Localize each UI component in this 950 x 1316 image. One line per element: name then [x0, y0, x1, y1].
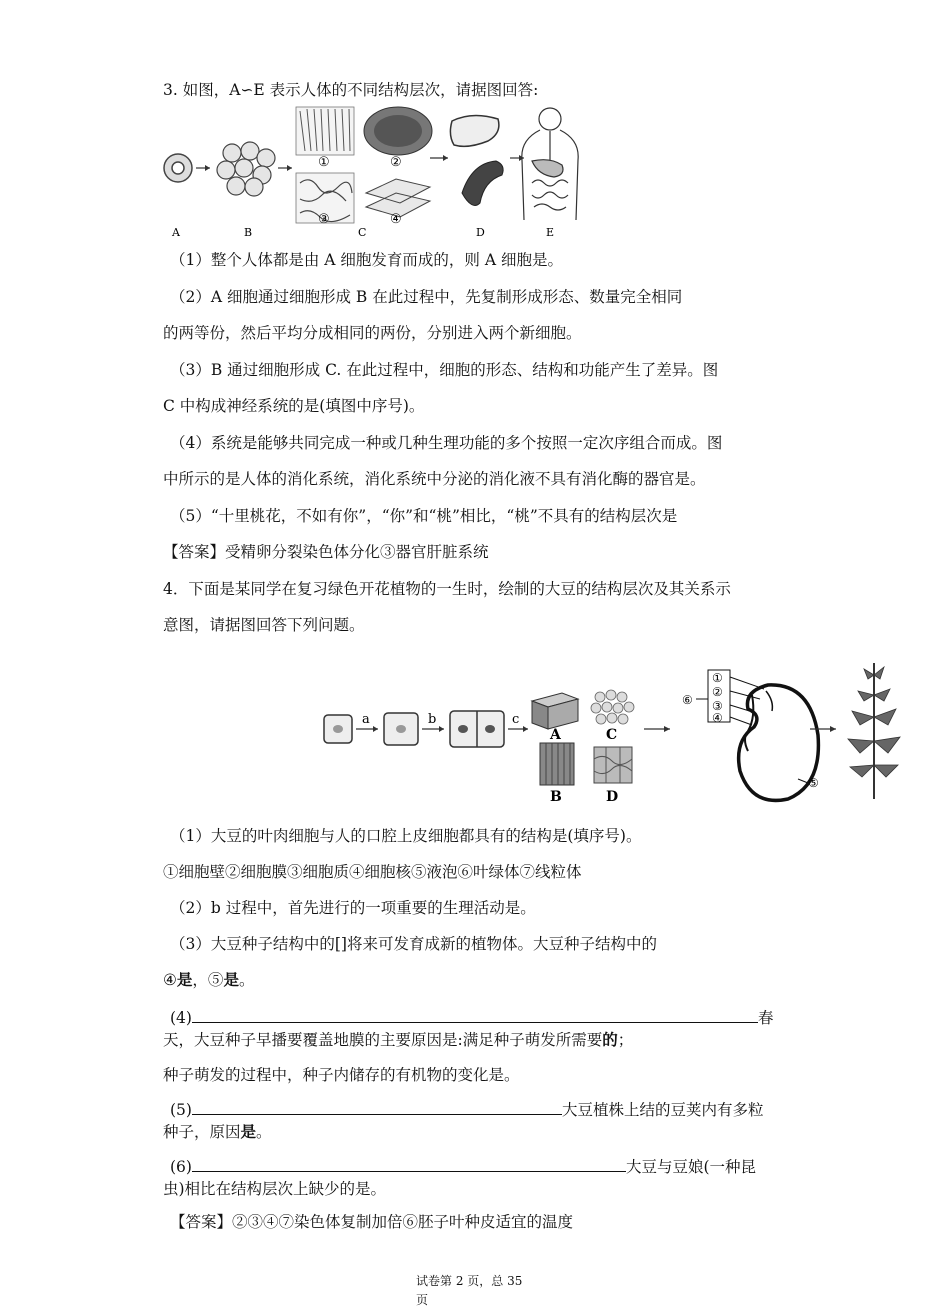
tissue-label-d: D: [606, 789, 619, 805]
process-label-a: a: [362, 712, 370, 727]
q4-part3-end: 。: [238, 971, 255, 989]
q4-part4-line1: [170, 1008, 773, 1028]
fig-label-a: A: [172, 226, 180, 239]
tissue-c-images: [296, 107, 432, 223]
tissue-label-c: C: [606, 727, 618, 743]
q4-answer: 【答案】②③④⑦染色体复制加倍⑥胚子叶种皮适宜的温度: [170, 1213, 574, 1231]
q4-part5-is: 是: [240, 1122, 257, 1141]
seed-part-3: ③: [712, 699, 723, 713]
fig-label-c: C: [358, 226, 367, 239]
q4-part6-end: 大豆与豆娘(一种昆: [625, 1158, 757, 1176]
q4-part4-blank[interactable]: [192, 1008, 758, 1023]
q4-part4-end: 春: [757, 1009, 774, 1027]
q4-part5-end: 大豆植株上结的豆荚内有多粒: [561, 1101, 764, 1119]
q4-part2: （2）b 过程中，首先进行的一项重要的生理活动是。: [170, 899, 536, 917]
q4-part5-text: 种子，原因: [163, 1123, 241, 1141]
q4-part4-text: 天，大豆种子早播要覆盖地膜的主要原因是:满足种子萌发所需要: [163, 1031, 603, 1049]
digestive-system-e-image: [522, 108, 578, 220]
q4-part5-line1: [170, 1100, 763, 1120]
fig-label-d: D: [476, 226, 485, 239]
q4-part4-line2: [163, 1030, 633, 1050]
growing-cell-image: [384, 713, 418, 745]
q3-part1: （1）整个人体都是由 A 细胞发育而成的，则 A 细胞是。: [170, 251, 563, 269]
q4-part5-period: 。: [256, 1123, 272, 1141]
q4-part6-num: (6): [170, 1158, 192, 1176]
q3-part3-line1: （3）B 通过细胞形成 C. 在此过程中，细胞的形态、结构和功能产生了差异。图: [170, 361, 719, 379]
tissue-a-image: [532, 693, 578, 729]
q4-part3-num5: ，⑤: [192, 971, 224, 989]
cell-a-image: [164, 154, 192, 182]
q4-part3-is-2: 是: [223, 970, 239, 989]
seed-part-6: ⑥: [682, 693, 693, 707]
q3-part4-line2: 中所示的是人体的消化系统，消化系统中分泌的消化液不具有消化酶的器官是。: [163, 470, 706, 488]
q4-part1-options: ①细胞壁②细胞膜③细胞质④细胞核⑤液泡⑥叶绿体⑦线粒体: [163, 863, 582, 881]
tissue-b-image: [540, 743, 574, 785]
q4-figure-soybean-levels: [320, 655, 915, 805]
soybean-plant-image: [848, 663, 900, 799]
q4-part5-blank[interactable]: [192, 1100, 562, 1115]
q4-part5-num: (5): [170, 1101, 192, 1119]
seed-part-5: ⑤: [808, 776, 819, 790]
tissue-d-image: [594, 747, 632, 783]
organ-d-images: [450, 115, 503, 205]
circle-num-3: ③: [318, 212, 330, 227]
q3-part3-line2: C 中构成神经系统的是(填图中序号)。: [163, 397, 425, 415]
circle-num-1: ①: [318, 155, 330, 170]
tissue-label-b: B: [550, 789, 562, 805]
fig-label-e: E: [546, 226, 555, 239]
fig-label-b: B: [244, 226, 253, 239]
seed-part-4: ④: [712, 711, 723, 725]
q4-part4-semicolon: ；: [617, 1031, 634, 1049]
q3-part2-line2: 的两等份，然后平均分成相同的两份，分别进入两个新细胞。: [163, 324, 582, 342]
q4-part6-line1: [170, 1157, 756, 1177]
circle-num-2: ②: [390, 155, 402, 170]
q3-part4-line1: （4）系统是能够共同完成一种或几种生理功能的多个按照一定次序组合而成。图: [170, 434, 723, 452]
q3-figure-human-levels: [160, 103, 580, 243]
q3-title: 3. 如图，A∽E 表示人体的不同结构层次，请据图回答:: [163, 81, 539, 99]
page-footer-line1: 试卷第 2 页，总 35: [416, 1274, 523, 1288]
q4-part3-num4: ④: [163, 971, 177, 989]
process-label-b: b: [428, 712, 437, 727]
cell-cluster-b-image: [217, 142, 275, 196]
tissue-c-image: [591, 690, 634, 724]
circle-num-4: ④: [390, 212, 402, 227]
tissue-label-a: A: [550, 727, 561, 743]
q4-part4-de: 的: [602, 1030, 618, 1049]
q4-part3-line1: （3）大豆种子结构中的[]将来可发育成新的植物体。大豆种子结构中的: [170, 935, 657, 953]
q3-answer: 【答案】受精卵分裂染色体分化③器官肝脏系统: [163, 543, 489, 561]
divided-cells-image: [450, 711, 504, 747]
q3-part2-line1: （2）A 细胞通过细胞形成 B 在此过程中，先复制形成形态、数量完全相同: [170, 288, 683, 306]
plant-cell-image: [324, 715, 352, 743]
q4-part4-num: (4): [170, 1009, 192, 1027]
process-label-c: c: [512, 712, 520, 727]
seed-part-2: ②: [712, 685, 723, 699]
q4-part1: （1）大豆的叶肉细胞与人的口腔上皮细胞都具有的结构是(填序号)。: [170, 827, 642, 845]
q4-part3-line2: [163, 970, 254, 990]
q4-part5-line2: [163, 1122, 272, 1142]
q4-title-line1: 4．下面是某同学在复习绿色开花植物的一生时，绘制的大豆的结构层次及其关系示: [163, 580, 731, 598]
q4-part6-blank[interactable]: [192, 1157, 626, 1172]
q4-part4-line3: 种子萌发的过程中，种子内储存的有机物的变化是。: [163, 1066, 520, 1084]
q4-part6-line2: 虫)相比在结构层次上缺少的是。: [163, 1180, 387, 1198]
q3-part5: （5）“十里桃花，不如有你”，“你”和“桃”相比，“桃”不具有的结构层次是: [170, 507, 678, 525]
seed-part-1: ①: [712, 671, 723, 685]
q4-part3-is-1: 是: [176, 970, 193, 989]
q4-title-line2: 意图，请据图回答下列问题。: [163, 616, 365, 634]
page-footer-line2: 页: [416, 1293, 429, 1307]
